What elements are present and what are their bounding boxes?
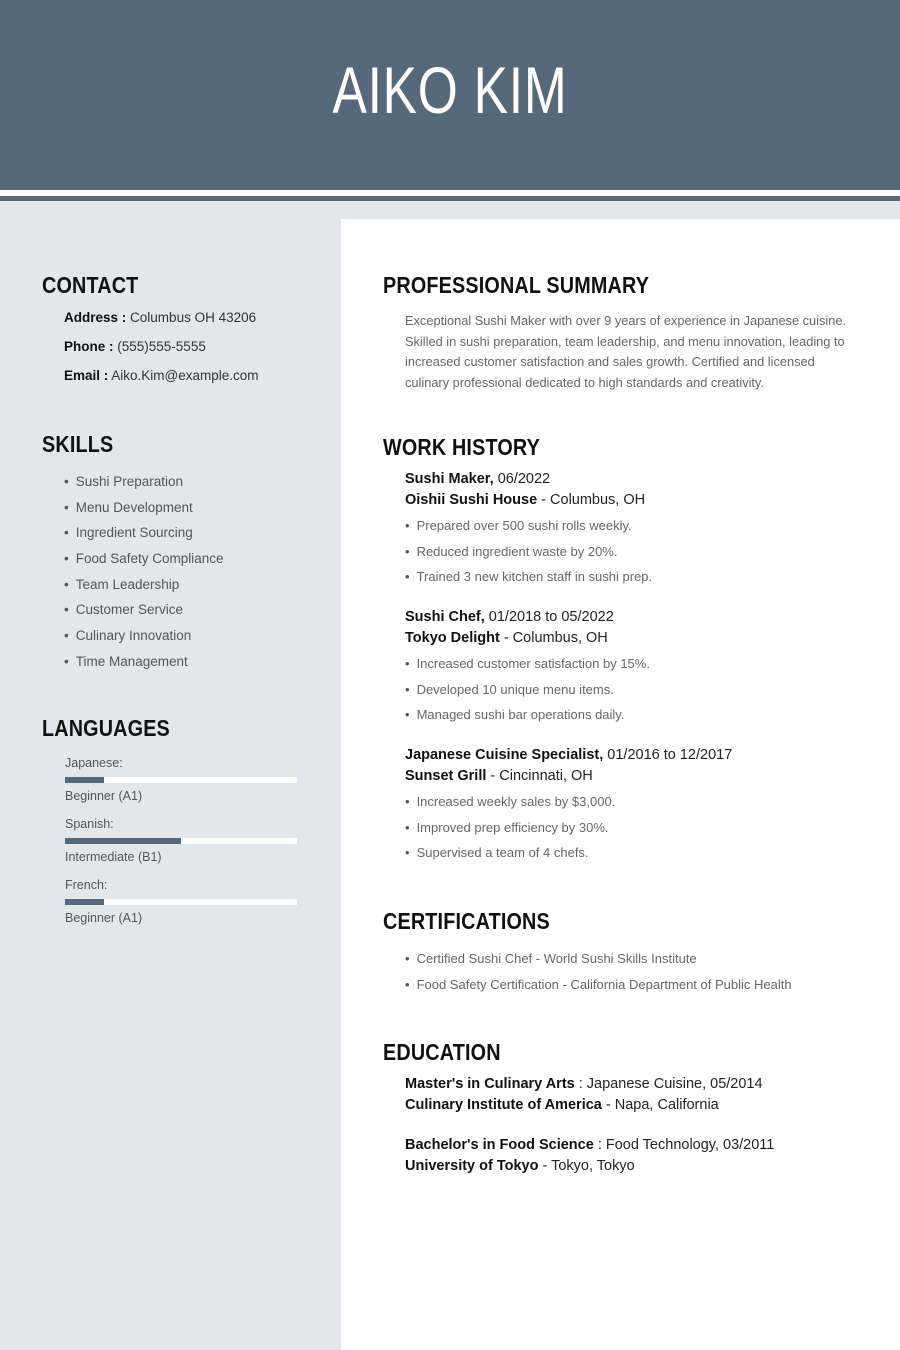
- certifications-list: [405, 951, 792, 1002]
- language-level: Intermediate (B1): [65, 850, 162, 864]
- languages-heading: LANGUAGES: [42, 715, 170, 741]
- job-entry: [405, 747, 865, 871]
- proficiency-bar: [65, 838, 297, 844]
- list-item: • Increased weekly sales by $3,000.: [405, 794, 865, 820]
- list-item: • Menu Development: [64, 500, 224, 526]
- job-company-line: Tokyo Delight - Columbus, OH: [405, 629, 608, 646]
- list-item: • Time Management: [64, 654, 224, 680]
- job-title-line: Japanese Cuisine Specialist, 01/2016 to 12/2017: [405, 747, 733, 763]
- skills-heading: SKILLS: [42, 431, 114, 457]
- list-item: • Trained 3 new kitchen staff in sushi prep.: [405, 569, 865, 595]
- list-item: • Increased customer satisfaction by 15%.: [405, 656, 865, 682]
- summary-heading: PROFESSIONAL SUMMARY: [383, 272, 650, 298]
- list-item: • Improved prep efficiency by 30%.: [405, 820, 865, 846]
- school-line: University of Tokyo - Tokyo, Tokyo: [405, 1157, 635, 1174]
- education-entry: [405, 1076, 865, 1117]
- proficiency-bar: [65, 777, 297, 783]
- job-entry: [405, 471, 865, 595]
- list-item: • Managed sushi bar operations daily.: [405, 707, 865, 733]
- job-bullets: [405, 518, 865, 595]
- language-item: [65, 878, 297, 925]
- list-item: • Customer Service: [64, 602, 224, 628]
- skills-list: [64, 474, 224, 680]
- language-name: Spanish:: [65, 817, 114, 831]
- summary-text: Exceptional Sushi Maker with over 9 years of experience in Japanese cuisine. Skilled in sushi preparation, team leadership, and menu innovation, leading to increased customer satisfaction and sales growth. Certified and licensed culinary professional dedicated to high standards and creativity.: [405, 313, 847, 390]
- proficiency-fill: [65, 777, 104, 783]
- job-company-line: Oishii Sushi House - Columbus, OH: [405, 491, 646, 508]
- job-bullets: [405, 794, 865, 871]
- language-level: Beginner (A1): [65, 911, 143, 925]
- top-strip: [341, 201, 900, 219]
- job-bullets: [405, 656, 865, 733]
- contact-address: Address : Columbus OH 43206: [64, 310, 257, 325]
- proficiency-fill: [65, 899, 104, 905]
- contact-email: Email : Aiko.Kim@example.com: [64, 368, 259, 383]
- list-item: • Team Leadership: [64, 577, 224, 603]
- work-history-heading: WORK HISTORY: [383, 434, 541, 460]
- degree-line: Bachelor's in Food Science : Food Technology, 03/2011: [405, 1137, 775, 1153]
- list-item: • Supervised a team of 4 chefs.: [405, 845, 865, 871]
- header-banner: [0, 0, 900, 190]
- list-item: • Sushi Preparation: [64, 474, 224, 500]
- education-entry: [405, 1137, 865, 1178]
- proficiency-fill: [65, 838, 181, 844]
- language-item: [65, 756, 297, 803]
- certifications-heading: CERTIFICATIONS: [383, 908, 550, 934]
- list-item: • Food Safety Compliance: [64, 551, 224, 577]
- job-title-line: Sushi Maker, 06/2022: [405, 471, 551, 487]
- list-item: • Ingredient Sourcing: [64, 525, 224, 551]
- list-item: • Culinary Innovation: [64, 628, 224, 654]
- job-entry: [405, 609, 865, 733]
- education-heading: EDUCATION: [383, 1039, 501, 1065]
- job-title-line: Sushi Chef, 01/2018 to 05/2022: [405, 609, 614, 625]
- list-item: • Prepared over 500 sushi rolls weekly.: [405, 518, 865, 544]
- candidate-name: AIKO KIM: [332, 53, 568, 127]
- list-item: • Food Safety Certification - California Department of Public Health: [405, 977, 792, 1003]
- language-item: [65, 817, 297, 864]
- list-item: • Certified Sushi Chef - World Sushi Skills Institute: [405, 951, 792, 977]
- language-name: French:: [65, 878, 108, 892]
- language-level: Beginner (A1): [65, 789, 143, 803]
- contact-block: [64, 310, 259, 397]
- job-company-line: Sunset Grill - Cincinnati, OH: [405, 767, 593, 784]
- degree-line: Master's in Culinary Arts : Japanese Cuisine, 05/2014: [405, 1076, 763, 1092]
- proficiency-bar: [65, 899, 297, 905]
- language-name: Japanese:: [65, 756, 123, 770]
- contact-heading: CONTACT: [42, 272, 139, 298]
- contact-phone: Phone : (555)555-5555: [64, 339, 206, 354]
- school-line: Culinary Institute of America - Napa, California: [405, 1096, 719, 1113]
- list-item: • Developed 10 unique menu items.: [405, 682, 865, 708]
- list-item: • Reduced ingredient waste by 20%.: [405, 544, 865, 570]
